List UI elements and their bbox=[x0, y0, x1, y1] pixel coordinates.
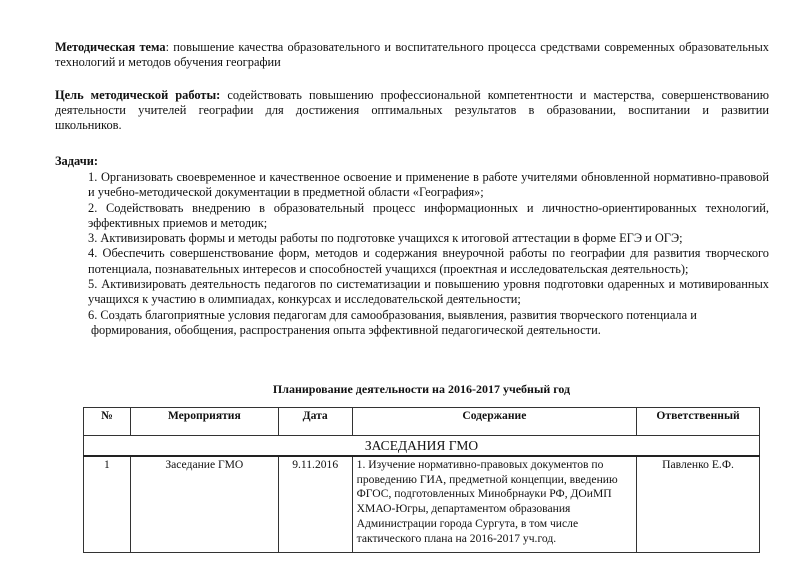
column-header-responsible: Ответственный bbox=[637, 408, 760, 436]
table-header-row bbox=[84, 408, 760, 436]
methodical-goal-text: содействовать повышению профессиональной компетентности и мастерства, совершенствованию деятельности учителей географии для достижения оптимальных результатов в образовании, воспитании и развитии школьников. bbox=[55, 88, 769, 133]
column-header-events: Мероприятия bbox=[130, 408, 278, 436]
section-title: ЗАСЕДАНИЯ ГМО bbox=[84, 436, 760, 457]
task-item-line: 6. Создать благоприятные условия педагогам для самообразования, выявления, развития творческого потенциала и bbox=[88, 307, 697, 322]
cell-event: Заседание ГМО bbox=[130, 456, 278, 553]
task-item bbox=[88, 308, 769, 339]
task-item: 2. Содействовать внедрению в образовательный процесс информационных и личностно-ориентированных технологий, эффективных приемов и методик; bbox=[88, 200, 769, 230]
table-row bbox=[84, 456, 760, 553]
methodical-theme-label: Методическая тема bbox=[55, 40, 166, 54]
cell-date: 9.11.2016 bbox=[278, 456, 352, 553]
plan-table bbox=[83, 407, 760, 553]
task-item-line: формирования, обобщения, распространения опыта эффективной педагогической деятельности. bbox=[91, 322, 601, 337]
task-item: 5. Активизировать деятельность педагогов по систематизации и повышению уровня подготовки одаренных и мотивированных учащихся к участию в олимпиадах, конкурсах и исследовательской деятельности; bbox=[88, 277, 769, 307]
tasks-heading: Задачи: bbox=[55, 154, 98, 168]
methodical-theme-text: : повышение качества образовательного и воспитательного процесса средствами современных образовательных технологий и методов обучения географии bbox=[55, 40, 770, 70]
cell-responsible: Павленко Е.Ф. bbox=[637, 456, 760, 553]
tasks-list bbox=[88, 170, 769, 338]
task-item: 4. Обеспечить совершенствование форм, методов и содержания внеурочной работы по географии для развития творческого потенциала, познавательных интересов и способностей учащихся (проектная и исследовательская деятельность); bbox=[88, 246, 769, 276]
methodical-goal bbox=[55, 88, 769, 134]
task-item: 1. Организовать своевременное и качественное освоение и применение в работе учителями обновленной нормативно-правовой и учебно-методической документации в предметной области «География»; bbox=[88, 170, 769, 200]
plan-title: Планирование деятельности на 2016-2017 учебный год bbox=[272, 382, 571, 396]
column-header-date: Дата bbox=[278, 408, 352, 436]
methodical-theme bbox=[55, 40, 769, 70]
column-header-number: № bbox=[84, 408, 131, 436]
cell-number: 1 bbox=[84, 456, 131, 553]
task-item: 3. Активизировать формы и методы работы по подготовке учащихся к итоговой аттестации в форме ЕГЭ и ОГЭ; bbox=[88, 231, 683, 246]
section-row bbox=[84, 436, 760, 457]
cell-content: 1. Изучение нормативно-правовых документов по проведению ГИА, предметной концепции, введению ФГОС, подготовленных Минобрнауки РФ, ДОиМП ХМАО-Югры, департаментом образования Администрации города Сургута, в том числе тактического плана на 2016-2017 уч.год. bbox=[352, 456, 636, 553]
column-header-content: Содержание bbox=[352, 408, 636, 436]
methodical-goal-label: Цель методической работы: bbox=[55, 88, 221, 102]
